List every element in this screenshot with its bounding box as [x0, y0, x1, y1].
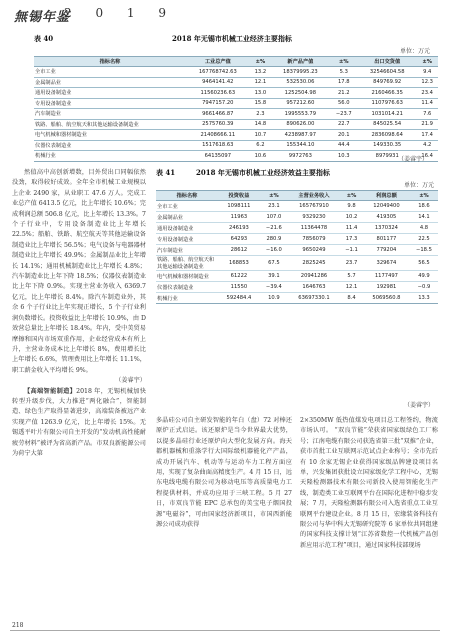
table-cell: 890626.00: [271, 119, 329, 130]
table-cell: 11364478: [288, 223, 340, 234]
table-cell: 11963: [218, 212, 260, 223]
table-cell: 107.0: [260, 212, 288, 223]
right-paragraph: 2×350MW 低热值煤发电项目总工程签约，物流市场认可。 “双良节能”荣获省国家级绿色工厂称号；江南电缆有限公司获选省第三批“双推”企业，获市首批工业互联网示范试点企业称号；全市先后有 10 余家无锡企业获得国家级品牌建设项目名单，兴发集团获批设立国家级化学工程中心，无锡天隆检测器技术有限公司新投入使用智能化生产线，制造类工业互联网平台在国际化进程中稳步发展；7 月，天隆检测器有限公司入选省重点工业互联网平台建设企业。8 月 15 日，宏缘装备科技有限公司与华中科大无锡研究院等 6 家单位共同组建的国家科技支撑计划“江苏省数控一代机械产品创新应用示范工程”项目，通过国家科技部现场: [300, 417, 438, 549]
table-cell: 12049400: [363, 201, 410, 212]
left-signature: （姜睿宇）: [115, 377, 146, 385]
table-cell: 21408666.11: [186, 130, 250, 141]
table-cell: −39.4: [260, 282, 288, 293]
table-cell: 167768742.63: [186, 67, 250, 78]
table-cell: 2575760.39: [186, 119, 250, 130]
table-cell: 801177: [363, 234, 410, 245]
table-cell: 61222: [218, 271, 260, 282]
table-cell: 1252504.98: [271, 88, 329, 99]
table-cell: 5.7: [340, 271, 363, 282]
table-cell: 14.8: [250, 119, 272, 130]
table-row: [156, 234, 438, 245]
row-label: 汽车制造业: [156, 245, 218, 256]
table-cell: 23.7: [340, 256, 363, 271]
table41: [156, 190, 438, 304]
table-cell: 1098111: [218, 201, 260, 212]
table-cell: 18379995.23: [271, 67, 329, 78]
table-cell: 14.1: [410, 212, 438, 223]
table-cell: 419305: [363, 212, 410, 223]
table-cell: 8.4: [340, 293, 363, 304]
table-cell: 779204: [363, 245, 410, 256]
table-cell: 7.6: [416, 109, 438, 120]
table-cell: 11.4: [340, 223, 363, 234]
table-cell: 168853: [218, 256, 260, 271]
table-cell: −18.5: [410, 245, 438, 256]
table-cell: 16.4: [416, 151, 438, 162]
table-cell: 22.7: [330, 119, 359, 130]
middle-paragraph: 多晶硅公司自主研发智能的年白（盘）72 对棒还原炉正式启运。该还原炉是当今世界最大优势，以提多晶硅行业还原炉向大型化发展方向。海天都机器械和重涤学行大国际级机器能化产产品，成功开展汽车、机动等与运动车力工程方面应用，实现了复杂曲面高精度生产。4 月 15 日，远东电线电缆有限公司为移动电压等高质量电力工程提供材料，并成功应用于三峡工程。5 月 27 日，市双良节能 EPC 总承包的美宝电子烟国投源“电磁谷”，可由国家经济新项目，市国西新能源公司成功获得: [156, 417, 292, 529]
table-cell: 11560236.63: [186, 88, 250, 99]
table-row: [34, 151, 438, 162]
table-cell: 9329230: [288, 212, 340, 223]
table-cell: 23.1: [260, 201, 288, 212]
table-cell: 9464141.42: [186, 77, 250, 88]
table-cell: 22.5: [410, 234, 438, 245]
row-label: 机械行业: [34, 151, 186, 162]
row-label: 专用设备制造业: [156, 234, 218, 245]
table-cell: 9.4: [416, 67, 438, 78]
table41-header: 利润总额: [363, 191, 410, 201]
table-cell: 11.4: [416, 98, 438, 109]
row-label: 通用设备制造业: [156, 223, 218, 234]
table-cell: −0.9: [410, 282, 438, 293]
table-cell: −1.1: [340, 245, 363, 256]
table-cell: −23.7: [330, 109, 359, 120]
table-cell: −16.0: [260, 245, 288, 256]
row-label: 机械行业: [156, 293, 218, 304]
table-cell: 17.3: [340, 234, 363, 245]
table-cell: 4238987.97: [271, 130, 329, 141]
table-cell: 1646763: [288, 282, 340, 293]
table40-unit: 单位：万元: [400, 48, 431, 55]
table41-header: ±%: [260, 191, 288, 201]
table41-header: ±%: [410, 191, 438, 201]
row-label: 全市工业: [156, 201, 218, 212]
table-cell: 20.1: [330, 130, 359, 141]
table-cell: 1370324: [363, 223, 410, 234]
table-cell: 21.9: [416, 119, 438, 130]
table41-header: ±%: [340, 191, 363, 201]
table-row: [34, 140, 438, 151]
table-cell: 13.3: [410, 293, 438, 304]
yearbook-logo: 無锡年鉴: [14, 10, 71, 25]
row-label: 铁路、船舶、航空航天和其他运输设备制造业: [156, 256, 218, 271]
table40-header: 工业总产值: [186, 57, 250, 67]
table-cell: 4.8: [410, 223, 438, 234]
table-cell: 20941286: [288, 271, 340, 282]
table-cell: 64293: [218, 234, 260, 245]
table-cell: 10.9: [260, 293, 288, 304]
table-cell: −21.6: [260, 223, 288, 234]
table-row: [34, 109, 438, 120]
table40-header: ±%: [250, 57, 272, 67]
table40-header: 指标名称: [34, 57, 186, 67]
table-cell: 9661466.87: [186, 109, 250, 120]
table-cell: 17.4: [416, 130, 438, 141]
table-cell: 5.3: [330, 67, 359, 78]
table-cell: 13.0: [250, 88, 272, 99]
row-label: 金属制品业: [34, 77, 186, 88]
table-cell: 67.5: [260, 256, 288, 271]
table-cell: 246193: [218, 223, 260, 234]
table-cell: 2.3: [250, 109, 272, 120]
table-cell: 21.2: [330, 88, 359, 99]
table-row: [34, 67, 438, 78]
table-cell: 2160466.35: [358, 88, 416, 99]
row-label: 全市工业: [34, 67, 186, 78]
row-label: 汽车制造业: [34, 109, 186, 120]
table-row: [34, 98, 438, 109]
table-row: [156, 201, 438, 212]
page-footer-rule: [10, 630, 440, 631]
table-cell: 44.4: [330, 140, 359, 151]
row-label: 电气机械和器材制造业: [34, 130, 186, 141]
table-cell: 10.6: [250, 151, 272, 162]
table-cell: 13.2: [250, 67, 272, 78]
table-cell: 1107976.63: [358, 98, 416, 109]
table-cell: 280.9: [260, 234, 288, 245]
table41-title: 2018 年无锡市机械工业经济效益主要指标: [196, 168, 330, 177]
table40-header: ±%: [330, 57, 359, 67]
table41-signature: （姜睿宇）: [404, 402, 435, 409]
table-row: [34, 77, 438, 88]
table40-header: 出口交货值: [358, 57, 416, 67]
table-cell: 56.0: [330, 98, 359, 109]
table-cell: 9972763: [271, 151, 329, 162]
table41-header: 指标名称: [156, 191, 218, 201]
right-column: [300, 416, 438, 616]
table-cell: 5069560.8: [363, 293, 410, 304]
table-row: [34, 130, 438, 141]
table-cell: 4.2: [416, 140, 438, 151]
table-cell: 532530.06: [271, 77, 329, 88]
table-cell: 32546604.58: [358, 67, 416, 78]
table-cell: 63697330.1: [288, 293, 340, 304]
row-label: 电气机械和器材制造业: [156, 271, 218, 282]
table41-unit: 单位：万元: [404, 182, 435, 189]
row-label: 仪器仪表制造业: [156, 282, 218, 293]
table-cell: 23.4: [416, 88, 438, 99]
table-row: [34, 88, 438, 99]
table-row: [156, 212, 438, 223]
row-label: 金属制品业: [156, 212, 218, 223]
year-label: 2 0 1 9: [64, 6, 176, 20]
table-cell: 12.1: [340, 282, 363, 293]
table-cell: 1177497: [363, 271, 410, 282]
table-cell: 155344.10: [271, 140, 329, 151]
row-label: 专用设备制造业: [34, 98, 186, 109]
table-cell: 1517618.63: [186, 140, 250, 151]
table-row: [156, 293, 438, 304]
table-cell: 9650249: [288, 245, 340, 256]
table-cell: 149330.35: [358, 140, 416, 151]
table41-header: 投资收益: [218, 191, 260, 201]
table40-title: 2018 年无锡市机械工业经济主要指标: [172, 34, 292, 43]
middle-column: [156, 416, 292, 616]
table-row: [156, 223, 438, 234]
table-cell: 49.9: [410, 271, 438, 282]
table-cell: 845025.54: [358, 119, 416, 130]
table-cell: 12.1: [250, 77, 272, 88]
table40-label: 表 40: [34, 34, 54, 43]
table-cell: 56.5: [410, 256, 438, 271]
table-cell: 1995553.79: [271, 109, 329, 120]
table-row: [156, 282, 438, 293]
table-cell: 28612: [218, 245, 260, 256]
table-cell: 7947157.20: [186, 98, 250, 109]
table-cell: 10.3: [330, 151, 359, 162]
table-cell: 64135097: [186, 151, 250, 162]
table-row: [156, 256, 438, 271]
table-cell: 329674: [363, 256, 410, 271]
table-cell: 10.2: [340, 212, 363, 223]
table-cell: 10.7: [250, 130, 272, 141]
table-cell: 2825245: [288, 256, 340, 271]
table-cell: 39.1: [260, 271, 288, 282]
table-cell: 957212.60: [271, 98, 329, 109]
row-label: 铁路、船舶、航空航天和其他运输设备制造业: [34, 119, 186, 130]
table40-header: ±%: [416, 57, 438, 67]
table-cell: 8979931: [358, 151, 416, 162]
table-row: [34, 119, 438, 130]
table-cell: 18.6: [410, 201, 438, 212]
row-label: 通用设备制造业: [34, 88, 186, 99]
table-row: [156, 245, 438, 256]
table-cell: 6.2: [250, 140, 272, 151]
table-cell: 11550: [218, 282, 260, 293]
page-number: 218: [12, 622, 24, 629]
table-cell: 2836098.64: [358, 130, 416, 141]
left-paragraph: 然值高中高创新增数，目外贸出口同幅依然没劲，取得较好成效。全年全市机械工业规模以上企业 2490 家，从业职工 47.6 万人。完成工业总产值 6413.5 亿元，比上年增长 10.6%；完成利润总额 506.8 亿元，比上年增长 13.3%。7 个子行业中，专用设备制造业比上年增长 22.5%；船舶、铁路、航空航天等其他运输设备制造业比上年增长 56.5%；电气设备与电器器材制造业比上年增长 49.9%；金属制品业比上年增长 14.1%；通用机械制造业比上年增长 4.8%；汽车制造业比上年下降 18.5%；仪器仪表制造业比上年下降 0.9%。实现主营业务收入 6369.7 亿元，比上年增长 8.4%。除汽车制造业外，其余 6 个子行业比上年实现正增长，5 个子行业利润负数增长。投资收益比上年增长 10.9%，由 D 效营总量比上年增长 18.4%。年内，受中美贸易摩擦和国内市场双重作用，企业经营成本有所上升，主营业务成本比上年增长 8%，费用增长比上年增长 6.6%，管理费用比上年增长 11.1%，职工薪金收入平均增长 9%。: [12, 169, 146, 374]
table-cell: 849769.92: [358, 77, 416, 88]
section-heading-high-end-manufacturing: 【高端智能制造】: [24, 387, 77, 395]
table-cell: 1031014.21: [358, 109, 416, 120]
table-row: [156, 271, 438, 282]
table-cell: 165767910: [288, 201, 340, 212]
table40-header: 新产品产值: [271, 57, 329, 67]
table-cell: 12.3: [416, 77, 438, 88]
table40: [34, 56, 438, 162]
left-column: [12, 168, 146, 498]
row-label: 仪器仪表制造业: [34, 140, 186, 151]
table-cell: 15.8: [250, 98, 272, 109]
page-header: [0, 0, 449, 30]
table41-label: 表 41: [156, 168, 176, 177]
table-cell: 592484.4: [218, 293, 260, 304]
section-text: 2018 年，无锡机械加快转型升级步伐，大力推进“两化融合”，智能制造、绿色生产取得显著进步，高端装备被远产业实现产值 1263.9 亿元，比上年增长 15%。无锡透平叶片有限公司自主开发的“发动机高性能耐疲劳材料”被评为省高新产品。市双良新能源公司为荷宁大第: [12, 387, 146, 457]
table-cell: 7856079: [288, 234, 340, 245]
table41-header: 主营业务收入: [288, 191, 340, 201]
table-cell: 192981: [363, 282, 410, 293]
table40-continued: （姜睿宇）: [398, 156, 429, 163]
table-cell: 9.8: [340, 201, 363, 212]
table-cell: 17.8: [330, 77, 359, 88]
